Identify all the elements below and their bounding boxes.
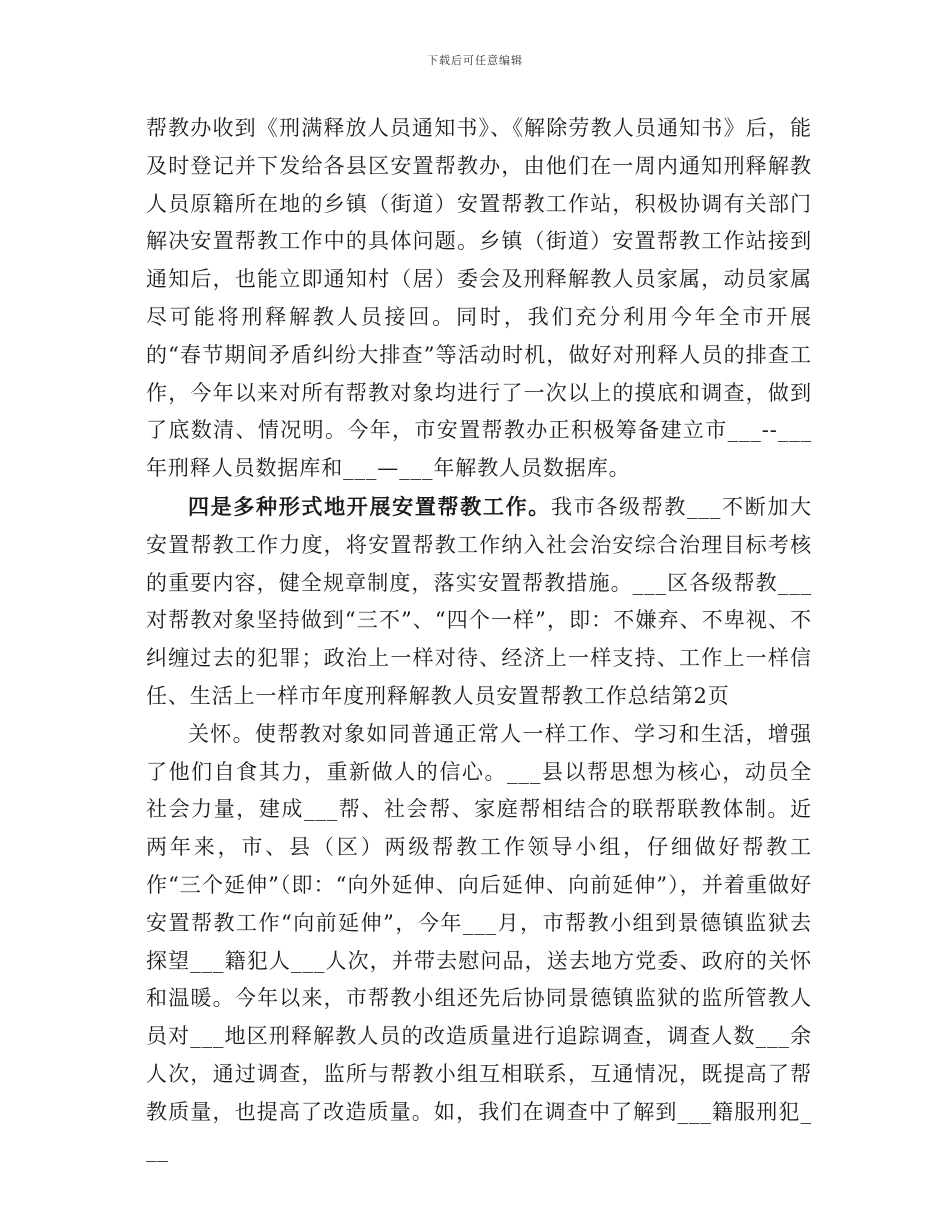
paragraph-1: 帮教办收到《刑满释放人员通知书》、《解除劳教人员通知书》后，能及时登记并下发给各县区安置帮教办，由他们在一周内通知刑释解教人员原籍所在地的乡镇（街道）安置帮教工作站，积极协调有关部门解决安置帮教工作中的具体问题。乡镇（街道）安置帮教工作站接到通知后，也能立即通知村（居）委会及刑释解教人员家属，动员家属尽可能将刑释解教人员接回。同时，我们充分利用今年全市开展的“春节期间矛盾纠纷大排查”等活动时机，做好对刑释人员的排查工作，今年以来对所有帮教对象均进行了一次以上的摸底和调查，做到了底数清、情况明。今年，市安置帮教办正积极筹备建立市___--___年刑释人员数据库和___—___年解教人员数据库。 — [146, 116, 812, 481]
paragraph-3: 关怀。使帮教对象如同普通正常人一样工作、学习和生活，增强了他们自食其力，重新做人的信心。___县以帮思想为核心，动员全社会力量，建成___帮、社会帮、家庭帮相结合的联帮联教体制。近两年来，市、县（区）两级帮教工作领导小组，仔细做好帮教工作“三个延伸”（即：“向外延伸、向后延伸、向前延伸”），并着重做好安置帮教工作“向前延伸”，今年___月，市帮教小组到景德镇监狱去探望___籍犯人___人次，并带去慰问品，送去地方党委、政府的关怀和温暖。今年以来，市帮教小组还先后协同景德镇监狱的监所管教人员对___地区刑释解教人员的改造质量进行追踪调查，调查人数___余人次，通过调查，监所与帮教小组互相联系，互通情况，既提高了帮教质量，也提高了改造质量。如，我们在调查中了解到___籍服刑犯___ — [146, 721, 812, 1162]
header-note: 下载后可任意编辑 — [427, 54, 523, 67]
document-body — [146, 110, 812, 1169]
paragraph-2-lead: 四是多种形式地开展安置帮教工作。 — [188, 493, 551, 519]
paragraph-2-text: 我市各级帮教___不断加大安置帮教工作力度，将安置帮教工作纳入社会治安综合治理目标考核的重要内容，健全规章制度，落实安置帮教措施。___区各级帮教___对帮教对象坚持做到“三不”、“四个一样”，即：不嫌弃、不卑视、不纠缠过去的犯罪；政治上一样对待、经济上一样支持、工作上一样信任、生活上一样市年度刑释解教人员安置帮教工作总结第2页 — [146, 494, 812, 708]
paragraph-2 — [146, 488, 812, 716]
